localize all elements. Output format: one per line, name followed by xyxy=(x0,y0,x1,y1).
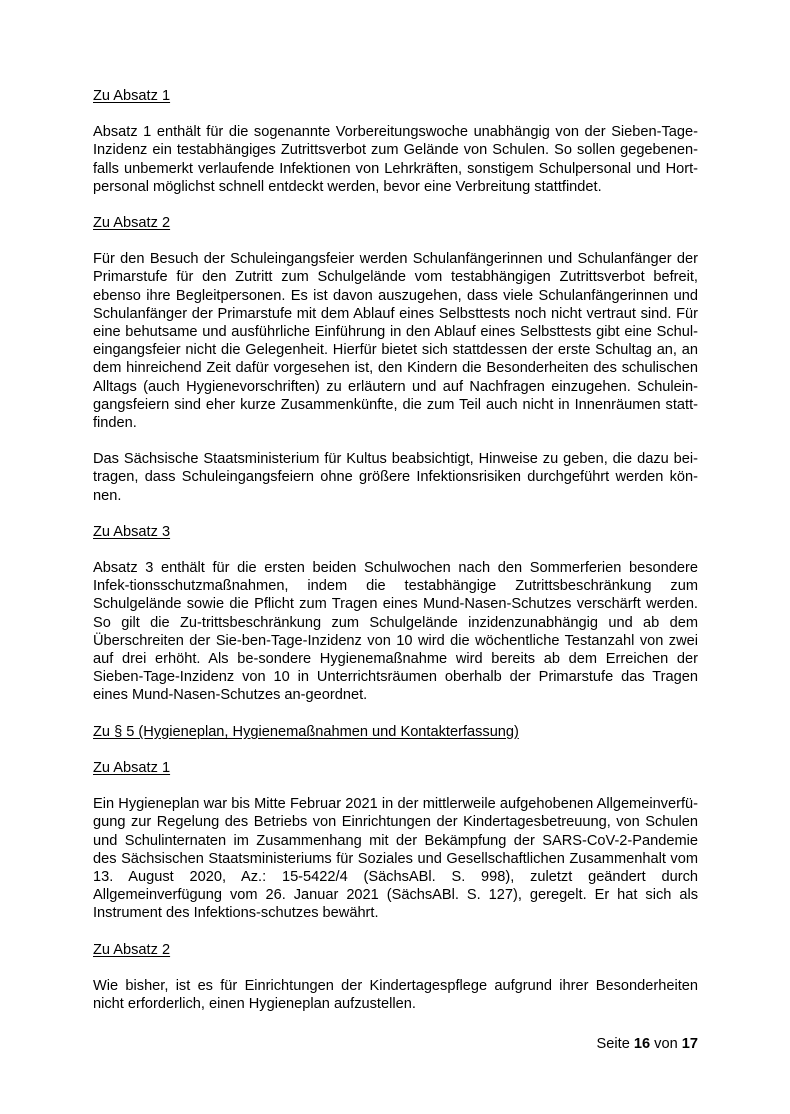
section-heading-absatz-1: Zu Absatz 1 xyxy=(93,88,171,104)
paragraph-vorbereitungswoche: Absatz 1 enthält für die sogenannte Vorbereitungswoche unabhängig von der Sieben-Tage-Inzidenz ein testabhängiges Zutrittsverbot zum Gelände von Schulen. So sollen gegebenen-falls unbemerkt verlaufende Infektionen von Lehrkräften, sonstigem Schulpersonal und Hort-personal möglichst schnell entdeckt werden, bevor eine Verbreitung stattfindet. xyxy=(93,124,698,195)
section-heading-absatz-2: Zu Absatz 2 xyxy=(93,215,171,232)
section-heading-p5-absatz-1: Zu Absatz 1 xyxy=(93,759,171,776)
section-heading-paragraph-5: Zu § 5 (Hygieneplan, Hygienemaßnahmen und Kontakterfassung) xyxy=(93,723,519,740)
current-page-number: 16 xyxy=(633,1036,651,1052)
page-label: Seite xyxy=(596,1036,630,1052)
page-separator: von xyxy=(654,1036,678,1052)
paragraph-schuleingangsfeier: Für den Besuch der Schuleingangsfeier werden Schulanfängerinnen und Schulanfänger der Primarstufe für den Zutritt zum Schulgelände vom testabhängigen Zutrittsverbot befreit, ebenso ihre Begleitpersonen. Es ist davon auszugehen, dass viele Schulanfängerinnen und Schulanfänger der Primarstufe mit dem Ablauf eines Selbsttests noch nicht vertraut sind. Für eine behutsame und ausführliche Einführung in den Ablauf eines Selbsttests gibt eine Schul-eingangsfeier nicht die Gelegenheit. Hierfür bietet sich stattdessen der erste Schultag an, an dem hinreichend Zeit dafür vorgesehen ist, den Kindern die Besonderheiten des schulischen Alltags (auch Hygienevorschriften) zu erläutern und auf Nachfragen einzugehen. Schulein-gangsfeiern sind eher kurze Zusammenkünfte, die zum Teil auch nicht in Innenräumen statt-finden. xyxy=(93,251,698,432)
page-number-footer xyxy=(93,1035,698,1053)
paragraph-hygieneplan: Ein Hygieneplan war bis Mitte Februar 2021 in der mittlerweile aufgehobenen Allgemeinverfü-gung zur Regelung des Betriebs von Einrichtungen der Kindertagesbetreuung, von Schulen und Schulinternaten im Zusammenhang mit der Bekämpfung der SARS-CoV-2-Pandemie des Sächsischen Staatsministeriums für Soziales und Gesellschaftlichen Zusammenhalt vom 13. August 2020, Az.: 15-5422/4 (SächsABl. S. 998), zuletzt geändert durch Allgemeinverfügung vom 26. Januar 2021 (SächsABl. S. 127), geregelt. Er hat sich als Instrument des Infektions-schutzes bewährt. xyxy=(93,796,698,922)
paragraph-schulwochen-massnahmen: Absatz 3 enthält für die ersten beiden Schulwochen nach den Sommerferien besondere Infek-tionsschutzmaßnahmen, indem die testabhängige Zutrittsbeschränkung zum Schulgelände sowie die Pflicht zum Tragen eines Mund-Nasen-Schutzes verschärft werden. So gilt die Zu-trittsbeschränkung zum Schulgelände inzidenzunabhängig und ab dem Überschreiten der Sie-ben-Tage-Inzidenz von 10 wird die wöchentliche Testanzahl von zwei auf drei erhöht. Als be-sondere Hygienemaßnahme wird bereits ab dem Erreichen der Sieben-Tage-Inzidenz von 10 in Unterrichtsräumen oberhalb der Primarstufe das Tragen eines Mund-Nasen-Schutzes an-geordnet. xyxy=(93,560,698,704)
section-heading-absatz-3: Zu Absatz 3 xyxy=(93,523,171,540)
total-page-count: 17 xyxy=(681,1036,698,1052)
paragraph-hinweise-kultus: Das Sächsische Staatsministerium für Kultus beabsichtigt, Hinweise zu geben, die dazu bei-tragen, dass Schuleingangsfeiern ohne größere Infektionsrisiken durchgeführt werden kön-nen. xyxy=(93,451,698,504)
document-body xyxy=(93,87,698,1031)
paragraph-kindertagespflege: Wie bisher, ist es für Einrichtungen der Kindertagespflege aufgrund ihrer Besonderheiten nicht erforderlich, einen Hygieneplan aufzustellen. xyxy=(93,977,698,1012)
section-heading-p5-absatz-2: Zu Absatz 2 xyxy=(93,941,171,958)
